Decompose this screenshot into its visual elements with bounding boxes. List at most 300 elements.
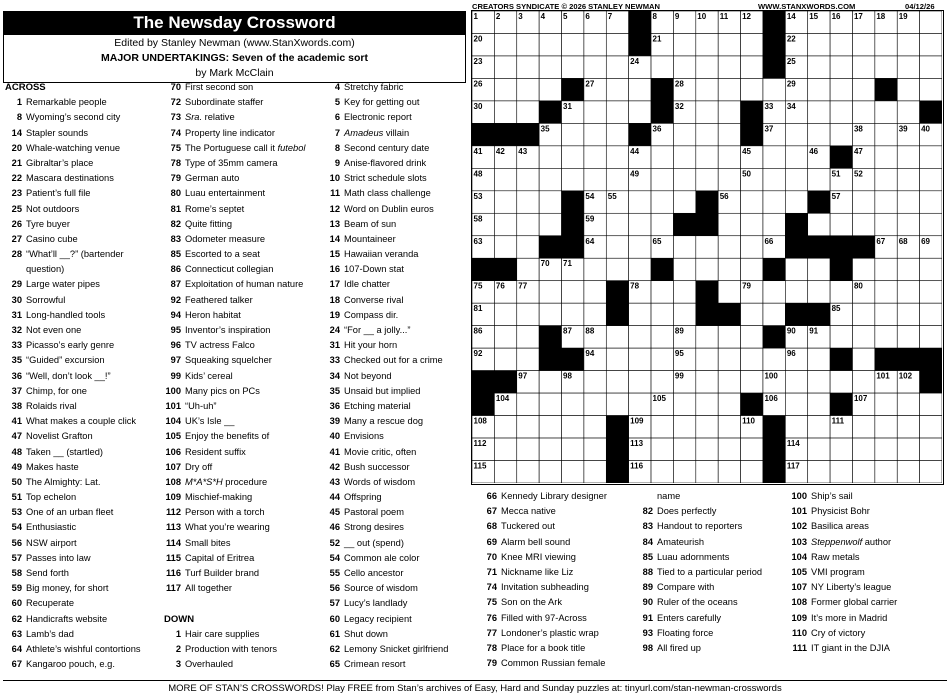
- clue-item[interactable]: [164, 627, 329, 642]
- grid-cell[interactable]: [718, 236, 740, 258]
- clue-item[interactable]: [164, 186, 329, 201]
- grid-cell[interactable]: [584, 303, 606, 325]
- clue-item[interactable]: [480, 626, 640, 641]
- grid-cell[interactable]: [517, 33, 539, 55]
- grid-cell[interactable]: [920, 461, 942, 483]
- grid-cell[interactable]: [696, 438, 718, 460]
- clue-item[interactable]: [5, 520, 167, 535]
- grid-cell[interactable]: [718, 326, 740, 348]
- grid-cell[interactable]: [808, 56, 830, 78]
- clue-item[interactable]: [323, 657, 470, 672]
- grid-cell[interactable]: [562, 281, 584, 303]
- clue-item[interactable]: [164, 551, 329, 566]
- grid-cell[interactable]: [562, 146, 584, 168]
- grid-cell[interactable]: [897, 326, 919, 348]
- grid-cell[interactable]: [808, 348, 830, 370]
- clue-item[interactable]: [5, 642, 167, 657]
- grid-cell[interactable]: [763, 191, 785, 213]
- clue-item[interactable]: [480, 565, 640, 580]
- clue-item[interactable]: [323, 596, 470, 611]
- grid-cell[interactable]: [673, 33, 695, 55]
- grid-cell[interactable]: [673, 146, 695, 168]
- grid-cell[interactable]: [808, 281, 830, 303]
- grid-cell[interactable]: [920, 258, 942, 280]
- clue-item[interactable]: [5, 399, 167, 414]
- grid-cell[interactable]: [606, 326, 628, 348]
- grid-cell[interactable]: [606, 348, 628, 370]
- grid-cell[interactable]: [606, 258, 628, 280]
- grid-cell[interactable]: [897, 393, 919, 415]
- grid-cell[interactable]: [920, 168, 942, 190]
- grid-cell[interactable]: [584, 393, 606, 415]
- grid-cell[interactable]: [696, 168, 718, 190]
- grid-cell[interactable]: [651, 371, 673, 393]
- clue-item[interactable]: [5, 95, 167, 110]
- clue-item[interactable]: [5, 308, 167, 323]
- grid-cell[interactable]: [696, 33, 718, 55]
- grid-cell[interactable]: [494, 101, 516, 123]
- grid-cell[interactable]: [517, 461, 539, 483]
- grid-cell[interactable]: [897, 191, 919, 213]
- grid-cell[interactable]: [852, 416, 874, 438]
- clue-item[interactable]: [164, 536, 329, 551]
- grid-cell[interactable]: [673, 281, 695, 303]
- grid-cell[interactable]: [808, 123, 830, 145]
- crossword-grid[interactable]: [471, 10, 944, 485]
- grid-cell[interactable]: [785, 123, 807, 145]
- grid-cell[interactable]: [696, 78, 718, 100]
- grid-cell[interactable]: [875, 416, 897, 438]
- clue-item[interactable]: [164, 217, 329, 232]
- clue-item[interactable]: [323, 369, 470, 384]
- grid-cell[interactable]: [629, 303, 651, 325]
- clue-item[interactable]: [323, 429, 470, 444]
- grid-cell[interactable]: [673, 56, 695, 78]
- clue-item[interactable]: [323, 353, 470, 368]
- clue-item[interactable]: [5, 186, 167, 201]
- grid-cell[interactable]: [785, 168, 807, 190]
- grid-cell[interactable]: [920, 326, 942, 348]
- clue-item[interactable]: [5, 414, 167, 429]
- clue-item[interactable]: [480, 641, 640, 656]
- grid-cell[interactable]: [830, 438, 852, 460]
- clue-item[interactable]: [636, 550, 791, 565]
- clue-item[interactable]: [5, 323, 167, 338]
- clue-item[interactable]: [5, 475, 167, 490]
- clue-item[interactable]: [164, 353, 329, 368]
- clue-item[interactable]: [480, 489, 640, 504]
- clue-item[interactable]: [164, 369, 329, 384]
- clue-item[interactable]: [636, 611, 791, 626]
- grid-cell[interactable]: [651, 326, 673, 348]
- grid-cell[interactable]: [562, 123, 584, 145]
- grid-cell[interactable]: [763, 168, 785, 190]
- grid-cell[interactable]: [718, 416, 740, 438]
- clue-item[interactable]: [323, 95, 470, 110]
- grid-cell[interactable]: [539, 303, 561, 325]
- grid-cell[interactable]: [606, 78, 628, 100]
- clue-item[interactable]: [636, 641, 791, 656]
- clue-item[interactable]: [323, 293, 470, 308]
- grid-cell[interactable]: [517, 303, 539, 325]
- grid-cell[interactable]: [875, 213, 897, 235]
- grid-cell[interactable]: [494, 33, 516, 55]
- clue-item[interactable]: [323, 551, 470, 566]
- grid-cell[interactable]: [673, 461, 695, 483]
- grid-cell[interactable]: [629, 101, 651, 123]
- grid-cell[interactable]: [808, 168, 830, 190]
- grid-cell[interactable]: [539, 168, 561, 190]
- grid-cell[interactable]: [517, 258, 539, 280]
- grid-cell[interactable]: [920, 416, 942, 438]
- clue-item[interactable]: [323, 262, 470, 277]
- grid-cell[interactable]: [875, 146, 897, 168]
- grid-cell[interactable]: [629, 191, 651, 213]
- clue-item[interactable]: [323, 126, 470, 141]
- clue-item[interactable]: [164, 505, 329, 520]
- grid-cell[interactable]: [897, 461, 919, 483]
- grid-cell[interactable]: [606, 236, 628, 258]
- grid-cell[interactable]: [494, 236, 516, 258]
- clue-item[interactable]: [164, 414, 329, 429]
- grid-cell[interactable]: [808, 101, 830, 123]
- grid-cell[interactable]: [741, 371, 763, 393]
- grid-cell[interactable]: [875, 258, 897, 280]
- grid-cell[interactable]: [920, 11, 942, 33]
- grid-cell[interactable]: [673, 168, 695, 190]
- grid-cell[interactable]: [539, 191, 561, 213]
- clue-item[interactable]: [323, 520, 470, 535]
- grid-cell[interactable]: [584, 123, 606, 145]
- grid-cell[interactable]: [562, 393, 584, 415]
- clue-item[interactable]: [636, 535, 791, 550]
- grid-cell[interactable]: [897, 168, 919, 190]
- grid-cell[interactable]: [763, 146, 785, 168]
- grid-cell[interactable]: [651, 416, 673, 438]
- grid-cell[interactable]: [673, 438, 695, 460]
- grid-cell[interactable]: [494, 78, 516, 100]
- grid-cell[interactable]: [718, 371, 740, 393]
- grid-cell[interactable]: [584, 168, 606, 190]
- grid-cell[interactable]: [852, 78, 874, 100]
- grid-cell[interactable]: [539, 78, 561, 100]
- clue-item[interactable]: [790, 626, 950, 641]
- clue-item[interactable]: [790, 550, 950, 565]
- grid-cell[interactable]: [741, 56, 763, 78]
- clue-item[interactable]: [164, 277, 329, 292]
- grid-cell[interactable]: [651, 281, 673, 303]
- clue-item[interactable]: [5, 247, 167, 262]
- grid-cell[interactable]: [920, 438, 942, 460]
- grid-cell[interactable]: [606, 393, 628, 415]
- grid-cell[interactable]: [517, 438, 539, 460]
- grid-cell[interactable]: [897, 56, 919, 78]
- grid-cell[interactable]: [830, 101, 852, 123]
- clue-item[interactable]: [5, 369, 167, 384]
- grid-cell[interactable]: [920, 56, 942, 78]
- grid-cell[interactable]: [897, 438, 919, 460]
- grid-cell[interactable]: [718, 438, 740, 460]
- grid-cell[interactable]: [920, 213, 942, 235]
- grid-cell[interactable]: [808, 213, 830, 235]
- grid-cell[interactable]: [718, 146, 740, 168]
- clue-item[interactable]: [790, 565, 950, 580]
- clue-item[interactable]: [323, 566, 470, 581]
- clue-item[interactable]: [5, 202, 167, 217]
- grid-cell[interactable]: [808, 461, 830, 483]
- clue-item[interactable]: [5, 657, 167, 672]
- grid-cell[interactable]: [785, 281, 807, 303]
- grid-cell[interactable]: [830, 123, 852, 145]
- grid-cell[interactable]: [606, 371, 628, 393]
- grid-cell[interactable]: [718, 78, 740, 100]
- clue-item[interactable]: [164, 460, 329, 475]
- grid-cell[interactable]: [897, 258, 919, 280]
- grid-cell[interactable]: [494, 213, 516, 235]
- grid-cell[interactable]: [562, 416, 584, 438]
- clue-item[interactable]: [164, 293, 329, 308]
- grid-cell[interactable]: [852, 303, 874, 325]
- grid-cell[interactable]: [517, 78, 539, 100]
- grid-cell[interactable]: [852, 326, 874, 348]
- clue-item[interactable]: [5, 505, 167, 520]
- grid-cell[interactable]: [584, 461, 606, 483]
- clue-item[interactable]: [323, 505, 470, 520]
- grid-cell[interactable]: [920, 146, 942, 168]
- grid-cell[interactable]: [718, 393, 740, 415]
- grid-cell[interactable]: [763, 213, 785, 235]
- grid-cell[interactable]: [852, 461, 874, 483]
- grid-cell[interactable]: [830, 326, 852, 348]
- grid-cell[interactable]: [629, 348, 651, 370]
- grid-cell[interactable]: [696, 146, 718, 168]
- grid-cell[interactable]: [539, 56, 561, 78]
- clue-item[interactable]: [480, 595, 640, 610]
- clue-item[interactable]: [323, 445, 470, 460]
- clue-item[interactable]: [5, 536, 167, 551]
- clue-item[interactable]: [164, 475, 329, 490]
- grid-cell[interactable]: [897, 146, 919, 168]
- clue-item[interactable]: [5, 171, 167, 186]
- grid-cell[interactable]: [741, 213, 763, 235]
- clue-item[interactable]: [636, 519, 791, 534]
- grid-cell[interactable]: [852, 213, 874, 235]
- grid-cell[interactable]: [875, 326, 897, 348]
- clue-item[interactable]: [790, 489, 950, 504]
- clue-item[interactable]: [323, 308, 470, 323]
- grid-cell[interactable]: [875, 56, 897, 78]
- grid-cell[interactable]: [584, 146, 606, 168]
- clue-item[interactable]: [5, 429, 167, 444]
- clue-item[interactable]: [164, 95, 329, 110]
- clue-item[interactable]: [164, 110, 329, 125]
- grid-cell[interactable]: [606, 123, 628, 145]
- grid-cell[interactable]: [852, 33, 874, 55]
- clue-item[interactable]: [5, 126, 167, 141]
- clue-item[interactable]: [323, 110, 470, 125]
- grid-cell[interactable]: [606, 213, 628, 235]
- grid-cell[interactable]: [875, 168, 897, 190]
- grid-cell[interactable]: [517, 191, 539, 213]
- grid-cell[interactable]: [920, 281, 942, 303]
- clue-item[interactable]: [5, 338, 167, 353]
- clue-item[interactable]: [323, 323, 470, 338]
- grid-cell[interactable]: [808, 258, 830, 280]
- clue-item[interactable]: [5, 490, 167, 505]
- clue-item[interactable]: [5, 141, 167, 156]
- clue-item[interactable]: [480, 580, 640, 595]
- grid-cell[interactable]: [696, 101, 718, 123]
- grid-cell[interactable]: [606, 56, 628, 78]
- clue-item[interactable]: [323, 141, 470, 156]
- grid-cell[interactable]: [673, 123, 695, 145]
- grid-cell[interactable]: [539, 416, 561, 438]
- grid-cell[interactable]: [629, 258, 651, 280]
- grid-cell[interactable]: [517, 101, 539, 123]
- grid-cell[interactable]: [629, 371, 651, 393]
- grid-cell[interactable]: [651, 191, 673, 213]
- grid-cell[interactable]: [539, 33, 561, 55]
- clue-item[interactable]: [323, 156, 470, 171]
- grid-cell[interactable]: [696, 371, 718, 393]
- grid-cell[interactable]: [897, 33, 919, 55]
- grid-cell[interactable]: [741, 303, 763, 325]
- clue-item[interactable]: [164, 141, 329, 156]
- clue-item[interactable]: [5, 262, 167, 277]
- grid-cell[interactable]: [517, 168, 539, 190]
- grid-cell[interactable]: [584, 56, 606, 78]
- grid-cell[interactable]: [562, 168, 584, 190]
- grid-cell[interactable]: [785, 258, 807, 280]
- grid-cell[interactable]: [852, 191, 874, 213]
- grid-cell[interactable]: [718, 33, 740, 55]
- grid-cell[interactable]: [875, 33, 897, 55]
- grid-cell[interactable]: [539, 438, 561, 460]
- grid-cell[interactable]: [763, 78, 785, 100]
- clue-item[interactable]: [164, 657, 329, 672]
- clue-item[interactable]: [323, 460, 470, 475]
- grid-cell[interactable]: [517, 213, 539, 235]
- clue-item[interactable]: [164, 399, 329, 414]
- clue-item[interactable]: [636, 565, 791, 580]
- grid-cell[interactable]: [920, 303, 942, 325]
- grid-cell[interactable]: [517, 393, 539, 415]
- clue-item[interactable]: [164, 642, 329, 657]
- grid-cell[interactable]: [808, 416, 830, 438]
- clue-item[interactable]: [323, 171, 470, 186]
- grid-cell[interactable]: [897, 78, 919, 100]
- clue-item[interactable]: [5, 156, 167, 171]
- clue-item[interactable]: [323, 232, 470, 247]
- clue-item[interactable]: [790, 611, 950, 626]
- clue-item[interactable]: [164, 338, 329, 353]
- grid-cell[interactable]: [920, 191, 942, 213]
- grid-cell[interactable]: [808, 78, 830, 100]
- grid-cell[interactable]: [651, 303, 673, 325]
- clue-item[interactable]: [323, 217, 470, 232]
- grid-cell[interactable]: [718, 281, 740, 303]
- grid-cell[interactable]: [763, 281, 785, 303]
- clue-item[interactable]: [5, 353, 167, 368]
- clue-item[interactable]: [5, 445, 167, 460]
- grid-cell[interactable]: [897, 213, 919, 235]
- clue-item[interactable]: [480, 535, 640, 550]
- grid-cell[interactable]: [808, 371, 830, 393]
- clue-item[interactable]: [790, 641, 950, 656]
- grid-cell[interactable]: [629, 393, 651, 415]
- clue-item[interactable]: [323, 384, 470, 399]
- grid-cell[interactable]: [494, 416, 516, 438]
- grid-cell[interactable]: [763, 303, 785, 325]
- grid-cell[interactable]: [696, 393, 718, 415]
- grid-cell[interactable]: [696, 236, 718, 258]
- grid-cell[interactable]: [539, 281, 561, 303]
- grid-cell[interactable]: [897, 101, 919, 123]
- grid-cell[interactable]: [741, 348, 763, 370]
- grid-cell[interactable]: [673, 416, 695, 438]
- grid-cell[interactable]: [785, 191, 807, 213]
- grid-cell[interactable]: [517, 236, 539, 258]
- grid-cell[interactable]: [494, 326, 516, 348]
- clue-item[interactable]: [164, 490, 329, 505]
- grid-cell[interactable]: [696, 258, 718, 280]
- clue-item[interactable]: [790, 595, 950, 610]
- grid-cell[interactable]: [673, 191, 695, 213]
- grid-cell[interactable]: [875, 393, 897, 415]
- clue-item[interactable]: [164, 384, 329, 399]
- clue-item[interactable]: [323, 536, 470, 551]
- clue-item[interactable]: [790, 535, 950, 550]
- grid-cell[interactable]: [539, 213, 561, 235]
- grid-cell[interactable]: [517, 348, 539, 370]
- grid-cell[interactable]: [696, 326, 718, 348]
- grid-cell[interactable]: [584, 258, 606, 280]
- grid-cell[interactable]: [517, 56, 539, 78]
- grid-cell[interactable]: [651, 146, 673, 168]
- grid-cell[interactable]: [651, 461, 673, 483]
- clue-item[interactable]: [164, 171, 329, 186]
- clue-item[interactable]: [5, 293, 167, 308]
- grid-cell[interactable]: [562, 438, 584, 460]
- grid-cell[interactable]: [897, 281, 919, 303]
- clue-item[interactable]: [323, 399, 470, 414]
- grid-cell[interactable]: [875, 281, 897, 303]
- grid-cell[interactable]: [852, 371, 874, 393]
- clue-item[interactable]: [790, 504, 950, 519]
- grid-cell[interactable]: [785, 393, 807, 415]
- clue-item[interactable]: [164, 520, 329, 535]
- clue-item[interactable]: [5, 232, 167, 247]
- clue-item[interactable]: [480, 656, 640, 671]
- grid-cell[interactable]: [830, 56, 852, 78]
- grid-cell[interactable]: [852, 56, 874, 78]
- grid-cell[interactable]: [651, 213, 673, 235]
- clue-item[interactable]: [164, 323, 329, 338]
- grid-cell[interactable]: [696, 416, 718, 438]
- grid-cell[interactable]: [920, 78, 942, 100]
- grid-cell[interactable]: [897, 303, 919, 325]
- grid-cell[interactable]: [584, 371, 606, 393]
- clue-item[interactable]: [5, 110, 167, 125]
- grid-cell[interactable]: [696, 56, 718, 78]
- clue-item[interactable]: [323, 490, 470, 505]
- grid-cell[interactable]: [539, 461, 561, 483]
- grid-cell[interactable]: [629, 326, 651, 348]
- grid-cell[interactable]: [539, 146, 561, 168]
- clue-item[interactable]: [323, 202, 470, 217]
- clue-item[interactable]: [5, 596, 167, 611]
- grid-cell[interactable]: [494, 348, 516, 370]
